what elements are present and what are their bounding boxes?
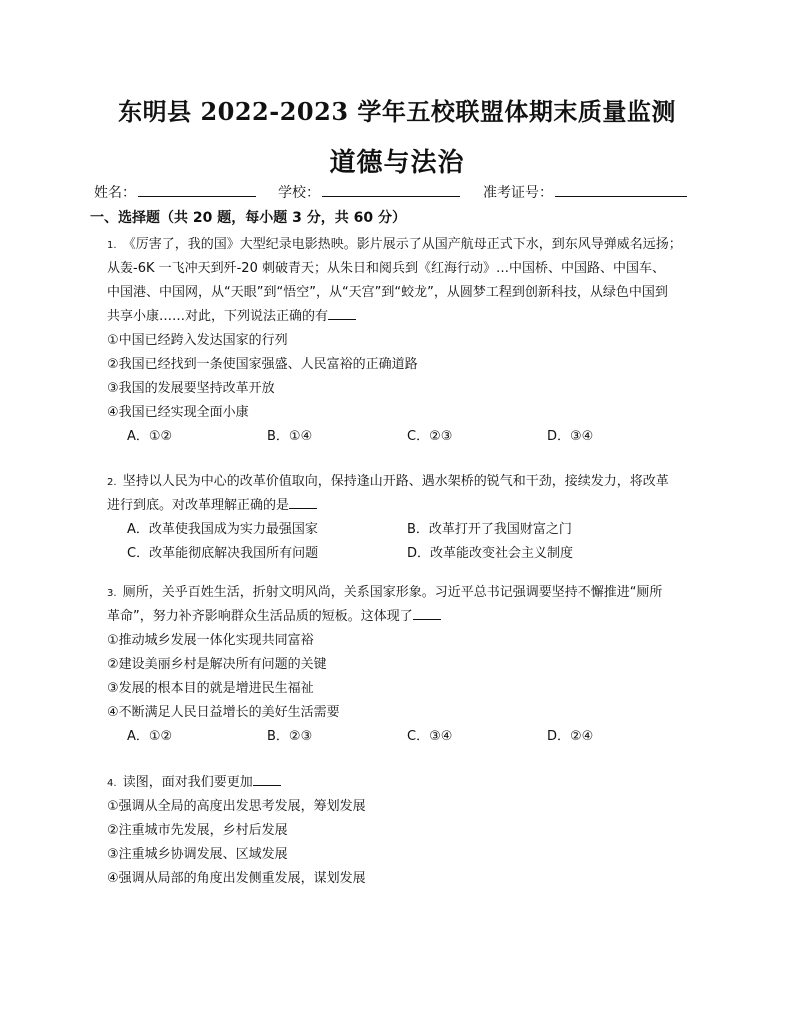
options-row <box>107 518 717 542</box>
question-number: 1. <box>107 240 117 251</box>
option-c[interactable]: C．改革能彻底解决我国所有问题 <box>127 546 319 561</box>
options-row <box>107 725 717 749</box>
name-blank <box>138 181 256 197</box>
statement: ③我国的发展要坚持改革开放 <box>107 381 275 396</box>
question-line <box>107 771 717 795</box>
question-text: 《厉害了，我的国》大型纪录电影热映。影片展示了从国产航母正式下水，到东风导弹威名远扬； <box>122 237 682 252</box>
answer-blank <box>328 305 356 320</box>
question-text: 厕所，关乎百姓生活，折射文明风尚，关系国家形象。习近平总书记强调要坚持不懈推进“厕所 <box>122 585 663 600</box>
question-line <box>107 605 717 629</box>
ticket-field <box>483 181 687 202</box>
statement: ②我国已经找到一条使国家强盛、人民富裕的正确道路 <box>107 357 418 372</box>
question-line <box>107 305 717 329</box>
question-line <box>107 494 717 518</box>
name-field <box>94 181 256 202</box>
subject-title: 道德与法治 <box>329 148 465 178</box>
student-info-row <box>94 181 714 203</box>
option-a[interactable]: A．改革使我国成为实力最强国家 <box>127 522 318 537</box>
question-text: 革命”，努力补齐影响群众生活品质的短板。这体现了 <box>107 609 413 624</box>
option-b[interactable]: B．②③ <box>267 729 313 744</box>
answer-blank <box>253 771 281 786</box>
statement: ②注重城市先发展，乡村后发展 <box>107 823 288 838</box>
option-c[interactable]: C．③④ <box>407 729 453 744</box>
option-d[interactable]: D．②④ <box>547 729 594 744</box>
exam-title: 东明县 2022-2023 学年五校联盟体期末质量监测 <box>118 97 676 126</box>
question-text: 读图，面对我们要更加 <box>122 775 253 790</box>
section-title: 一、选择题（共 20 题，每小题 3 分，共 60 分） <box>90 210 406 226</box>
statement: ③发展的根本目的就是增进民生福祉 <box>107 681 314 696</box>
statement: ①中国已经跨入发达国家的行列 <box>107 333 288 348</box>
school-label: 学校： <box>278 185 320 201</box>
option-a[interactable]: A．①② <box>127 729 173 744</box>
option-a[interactable]: A．①② <box>127 429 173 444</box>
question-text: 坚持以人民为中心的改革价值取向，保持逢山开路、遇水架桥的锐气和干劲，接续发力，将改革 <box>122 474 669 489</box>
statement: ②建设美丽乡村是解决所有问题的关键 <box>107 657 327 672</box>
options-row <box>107 425 717 449</box>
statement: ④强调从局部的角度出发侧重发展，谋划发展 <box>107 871 366 886</box>
question-line <box>107 233 717 257</box>
question-line: 中国港、中国网，从“天眼”到“悟空”，从“天宫”到“蛟龙”，从圆梦工程到创新科技，从绿色中国到 <box>107 285 668 300</box>
question-line <box>107 581 717 605</box>
option-c[interactable]: C．②③ <box>407 429 453 444</box>
options-row <box>107 542 717 566</box>
school-blank <box>322 181 460 197</box>
statement: ①强调从全局的高度出发思考发展，筹划发展 <box>107 799 366 814</box>
statement: ③注重城乡协调发展、区域发展 <box>107 847 288 862</box>
question-text: 共享小康……对此，下列说法正确的有 <box>107 309 329 324</box>
option-b[interactable]: B．①④ <box>267 429 313 444</box>
ticket-blank <box>555 181 687 197</box>
option-d[interactable]: D．改革能改变社会主义制度 <box>407 546 574 561</box>
question-line: 从轰-6K 一飞冲天到歼-20 刺破青天；从朱日和阅兵到《红海行动》…中国桥、中国路、中国车、 <box>107 261 665 276</box>
statement: ④不断满足人民日益增长的美好生活需要 <box>107 705 340 720</box>
question-text: 进行到底。对改革理解正确的是 <box>107 498 290 513</box>
question-line <box>107 470 717 494</box>
statement: ④我国已经实现全面小康 <box>107 405 249 420</box>
statement: ①推动城乡发展一体化实现共同富裕 <box>107 633 314 648</box>
question-4 <box>107 771 717 891</box>
question-number: 4. <box>107 778 117 789</box>
question-number: 2. <box>107 477 117 488</box>
question-number: 3. <box>107 588 117 599</box>
option-b[interactable]: B．改革打开了我国财富之门 <box>407 522 572 537</box>
answer-blank <box>289 494 317 509</box>
school-field <box>278 181 460 202</box>
question-3 <box>107 581 717 749</box>
ticket-label: 准考证号： <box>483 185 553 201</box>
option-d[interactable]: D．③④ <box>547 429 594 444</box>
question-1 <box>107 233 717 449</box>
question-2 <box>107 470 717 566</box>
name-label: 姓名： <box>94 185 136 201</box>
answer-blank <box>413 605 441 620</box>
